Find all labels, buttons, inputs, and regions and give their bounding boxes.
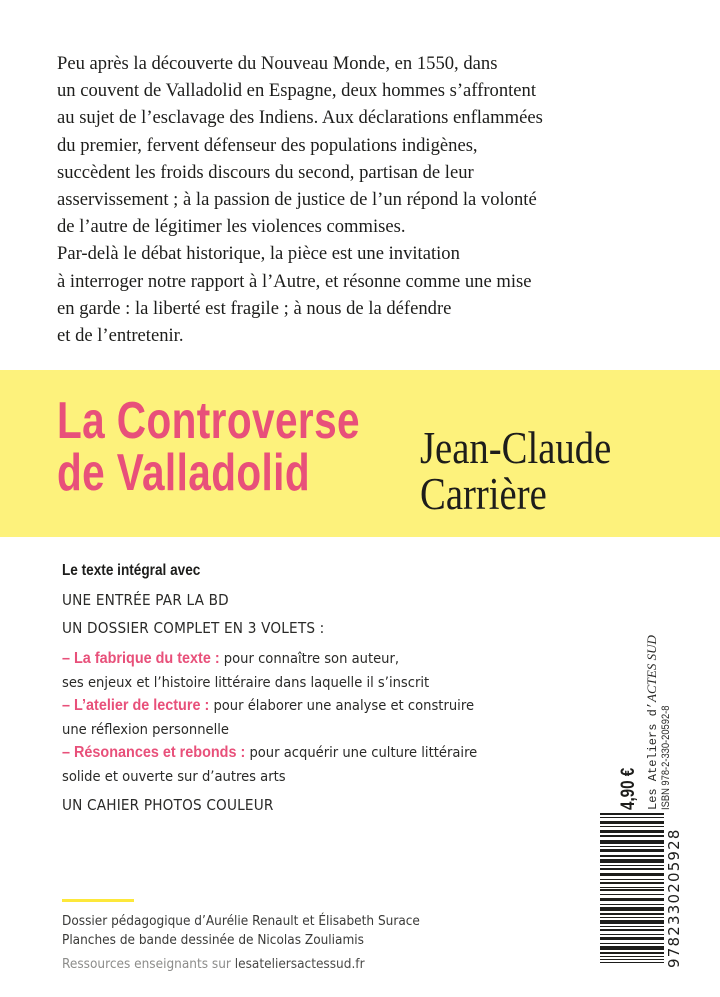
blurb-line: asservissement ; à la passion de justice de l’un répond la volonté [57,189,537,211]
blurb-line: de l’autre de légitimer les violences commises. [57,216,406,238]
dossier-item-cont: solide et ouverte sur d’autres arts [62,767,286,785]
blurb-line: au sujet de l’esclavage des Indiens. Aux déclarations enflammées [57,107,543,129]
dossier-item [62,647,530,671]
dossier-item-label: – La fabrique du texte : [62,650,220,667]
blurb-line: succèdent les froids discours du second, partisan de leur [57,161,474,183]
blurb-line: Par-delà le débat historique, la pièce est une invitation [57,243,460,265]
dossier-item-label: – Résonances et rebonds : [62,744,246,761]
author-first-name: Jean-Claude [420,423,612,473]
contents-dossier: UN DOSSIER COMPLET EN 3 VOLETS : [62,619,325,637]
contents-list [62,562,582,824]
dossier-item-label: – L’atelier de lecture : [62,697,210,714]
blurb-line: à interroger notre rapport à l’Autre, et résonne comme une mise [57,270,532,292]
dossier-item-cont: ses enjeux et l’histoire littéraire dans laquelle il s’inscrit [62,673,430,691]
blurb-line: un couvent de Valladolid en Espagne, deux hommes s’affrontent [57,80,537,102]
credits [62,912,420,974]
resources-link[interactable]: lesateliersactessud.fr [234,957,365,972]
author-last-name: Carrière [420,469,547,519]
isbn: ISBN 978-2-330-20592-8 [660,705,672,810]
dossier-item-cont: une réflexion personnelle [62,720,229,738]
blurb-line: et de l’entretenir. [57,325,184,347]
dossier-item-text: pour acquérir une culture littéraire [245,744,478,761]
barcode [600,813,664,963]
book-title [57,392,360,502]
contents-photos: UN CAHIER PHOTOS COULEUR [62,796,274,814]
publisher-brand: ACTES SUD [644,635,659,702]
contents-bd: UNE ENTRÉE PAR LA BD [62,591,229,609]
dossier-items [62,647,582,788]
author-name [420,425,611,517]
credits-resources [62,955,420,974]
contents-lead: Le texte intégral avec [62,562,201,579]
price: 4,90 € [618,767,639,810]
resources-prefix: Ressources enseignants sur [62,957,235,972]
back-cover-blurb [57,50,677,349]
book-title-line1: La Controverse [57,392,360,450]
blurb-line: du premier, fervent défenseur des populations indigènes, [57,134,478,156]
blurb-line: Peu après la découverte du Nouveau Monde, en 1550, dans [57,53,498,74]
dossier-item [62,694,530,718]
dossier-item-text: pour connaître son auteur, [219,650,400,667]
dossier-item-text: pour élaborer une analyse et construire [209,697,475,714]
book-title-line2: de Valladolid [57,444,311,502]
credits-illustrator: Planches de bande dessinée de Nicolas Zouliamis [62,933,365,948]
barcode-digits: 9782330205928 [665,828,683,968]
publisher-prefix: Les Ateliers d’ [646,701,660,810]
publisher [644,635,660,810]
credits-dossier: Dossier pédagogique d’Aurélie Renault et Élisabeth Surace [62,914,420,929]
dossier-item [62,741,530,765]
yellow-divider [62,899,134,902]
blurb-line: en garde : la liberté est fragile ; à nous de la défendre [57,297,452,319]
